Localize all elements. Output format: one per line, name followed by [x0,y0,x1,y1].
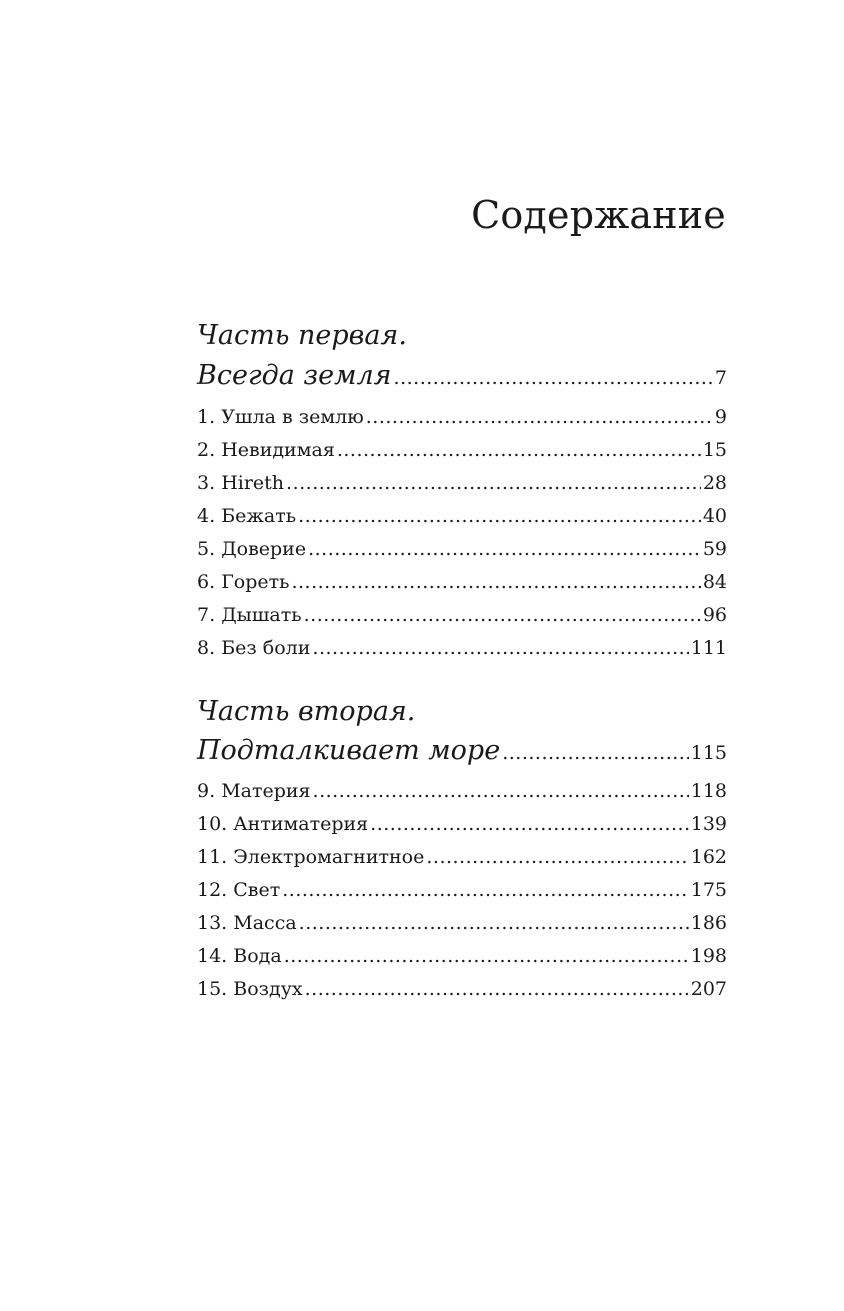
dot-leader [366,406,713,428]
dot-leader [394,367,713,389]
chapter-entry[interactable] [197,879,727,901]
chapter-number: 15. [197,978,228,1000]
chapter-title: Без боли [221,637,311,659]
chapter-title: Свет [233,879,281,901]
dot-leader [286,472,701,494]
dot-leader [299,912,689,934]
dot-leader [284,945,689,967]
chapter-page: 186 [690,912,727,934]
part-1-heading: Часть первая. [197,320,407,351]
chapter-page: 40 [702,505,727,527]
chapter-page: 15 [702,439,727,461]
chapter-number: 7. [197,604,216,626]
chapter-entry[interactable] [197,571,727,593]
part-1-title: Всегда земля [197,360,392,391]
dot-leader [370,813,689,835]
dot-leader [282,879,688,901]
chapter-title: Гореть [221,571,290,593]
chapter-entry[interactable] [197,813,727,835]
chapter-page: 207 [690,978,727,1000]
chapter-title: Невидимая [221,439,335,461]
chapter-title: Дышать [221,604,302,626]
dot-leader [337,439,701,461]
chapter-number: 1. [197,406,216,428]
part-2-entry[interactable] [197,735,727,766]
dot-leader [313,780,689,802]
chapter-page: 9 [714,406,727,428]
chapter-title: Вода [233,945,282,967]
chapter-title: Hireth [221,472,285,494]
chapter-number: 13. [197,912,228,934]
dot-leader [502,742,689,764]
chapter-title: Электромагнитное [233,846,425,868]
chapter-number: 2. [197,439,216,461]
chapter-page: 139 [690,813,727,835]
dot-leader [305,978,689,1000]
chapter-number: 4. [197,505,216,527]
dot-leader [304,604,701,626]
dot-leader [426,846,688,868]
chapter-entry[interactable] [197,472,727,494]
chapter-entry[interactable] [197,538,727,560]
chapter-title: Материя [221,780,311,802]
chapter-number: 3. [197,472,216,494]
part-2-title: Подталкивает море [197,735,501,766]
chapter-page: 175 [690,879,727,901]
chapter-title: Бежать [221,505,297,527]
chapter-number: 10. [197,813,228,835]
dot-leader [308,538,701,560]
page-title: Содержание [471,193,726,237]
chapter-number: 6. [197,571,216,593]
part-2-page: 115 [690,742,727,764]
chapter-number: 12. [197,879,228,901]
chapter-title: Масса [233,912,297,934]
part-2-heading: Часть вторая. [197,696,416,727]
chapter-number: 14. [197,945,228,967]
chapter-entry[interactable] [197,846,727,868]
chapter-entry[interactable] [197,637,727,659]
chapter-entry[interactable] [197,505,727,527]
chapter-title: Ушла в землю [221,406,364,428]
chapter-number: 9. [197,780,216,802]
chapter-entry[interactable] [197,945,727,967]
dot-leader [291,571,700,593]
chapter-entry[interactable] [197,604,727,626]
chapter-page: 96 [702,604,727,626]
chapter-page: 59 [702,538,727,560]
chapter-page: 118 [690,780,727,802]
chapter-number: 5. [197,538,216,560]
chapter-entry[interactable] [197,406,727,428]
chapter-page: 162 [690,846,727,868]
chapter-title: Доверие [221,538,307,560]
chapter-entry[interactable] [197,978,727,1000]
part-1-entry[interactable] [197,360,727,391]
chapter-page: 28 [702,472,727,494]
dot-leader [298,505,701,527]
chapter-entry[interactable] [197,780,727,802]
chapter-number: 11. [197,846,228,868]
part-1-page: 7 [714,367,727,389]
chapter-title: Воздух [233,978,303,1000]
chapter-entry[interactable] [197,912,727,934]
chapter-page: 84 [702,571,727,593]
chapter-page: 198 [690,945,727,967]
dot-leader [312,637,688,659]
chapter-entry[interactable] [197,439,727,461]
chapter-page: 111 [690,637,727,659]
chapter-title: Антиматерия [233,813,369,835]
chapter-number: 8. [197,637,216,659]
